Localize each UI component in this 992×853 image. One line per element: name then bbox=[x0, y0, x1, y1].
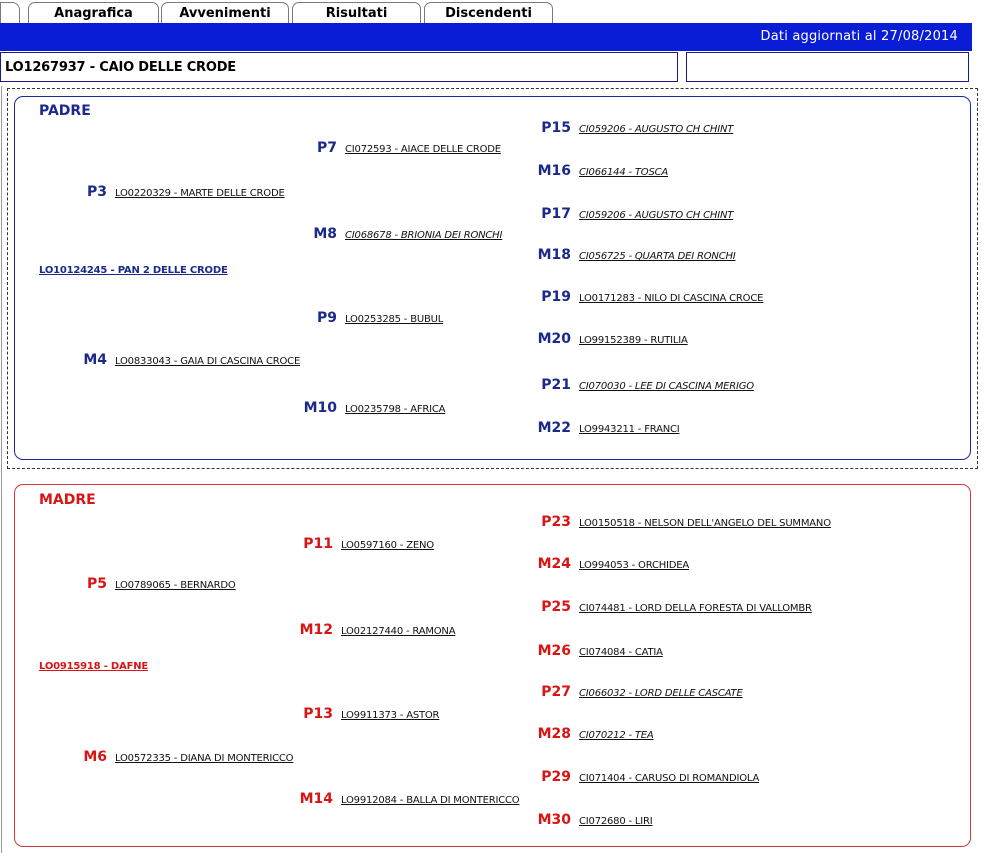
madre-title: MADRE bbox=[39, 492, 96, 508]
entry-code: M24 bbox=[537, 556, 571, 572]
entry-link[interactable]: LO99152389 - RUTILIA bbox=[579, 335, 688, 346]
entry-code: M14 bbox=[299, 791, 333, 807]
pedigree-entry bbox=[287, 533, 434, 552]
entry-code: P25 bbox=[541, 599, 571, 615]
pedigree-entry bbox=[61, 746, 293, 765]
entry-link[interactable]: CI072593 - AIACE DELLE CRODE bbox=[345, 144, 501, 155]
entry-link[interactable]: CI070212 - TEA bbox=[579, 730, 654, 741]
entry-link[interactable]: CI066032 - LORD DELLE CASCATE bbox=[579, 688, 743, 699]
padre-title: PADRE bbox=[39, 103, 91, 119]
madre-root-link[interactable]: LO0915918 - DAFNE bbox=[39, 661, 149, 672]
entry-link[interactable]: CI059206 - AUGUSTO CH CHINT bbox=[579, 124, 734, 135]
entry-link[interactable]: LO0150518 - NELSON DELL'ANGELO DEL SUMMANO bbox=[579, 518, 831, 529]
padre-panel bbox=[14, 96, 971, 460]
entry-link[interactable]: LO0572335 - DIANA DI MONTERICCO bbox=[115, 753, 294, 764]
entry-code: P7 bbox=[316, 140, 337, 156]
entry-link[interactable]: CI070030 - LEE DI CASCINA MERIGO bbox=[579, 381, 754, 392]
entry-link[interactable]: LO0253285 - BUBUL bbox=[345, 314, 444, 325]
entry-link[interactable]: LO9911373 - ASTOR bbox=[341, 710, 440, 721]
entry-link[interactable]: LO0597160 - ZENO bbox=[341, 540, 434, 551]
entry-code: M4 bbox=[83, 352, 107, 368]
entry-code: P19 bbox=[541, 289, 571, 305]
updated-date: Dati aggiornati al 27/08/2014 bbox=[760, 29, 958, 44]
pedigree-entry bbox=[61, 573, 236, 592]
pedigree-entry bbox=[291, 223, 502, 242]
pedigree-entry bbox=[525, 417, 680, 436]
tab-discendenti[interactable]: Discendenti bbox=[424, 2, 553, 24]
pedigree-entry bbox=[525, 723, 654, 742]
pedigree-entry bbox=[61, 349, 300, 368]
entry-code: P29 bbox=[541, 769, 571, 785]
entry-code: M26 bbox=[537, 643, 571, 659]
entry-code: P5 bbox=[86, 576, 107, 592]
entry-code: P15 bbox=[541, 120, 571, 136]
entry-link[interactable]: LO9912084 - BALLA DI MONTERICCO bbox=[341, 795, 520, 806]
entry-link[interactable]: CI056725 - QUARTA DEI RONCHI bbox=[579, 251, 736, 262]
pedigree-entry bbox=[61, 181, 285, 200]
tab-stub bbox=[0, 2, 20, 23]
pedigree-entry bbox=[525, 596, 812, 615]
tab-avvenimenti[interactable]: Avvenimenti bbox=[161, 2, 289, 24]
entry-code: M22 bbox=[537, 420, 571, 436]
entry-link[interactable]: CI074084 - CATIA bbox=[579, 647, 663, 658]
entry-code: P21 bbox=[541, 377, 571, 393]
entry-link[interactable]: LO9943211 - FRANCI bbox=[579, 424, 680, 435]
entry-code: M18 bbox=[537, 247, 571, 263]
pedigree-entry bbox=[291, 307, 443, 326]
pedigree-entry bbox=[525, 640, 663, 659]
entry-link[interactable]: LO994053 - ORCHIDEA bbox=[579, 560, 690, 571]
pedigree-entry bbox=[287, 619, 455, 638]
pedigree-entry bbox=[525, 766, 759, 785]
pedigree-entry bbox=[525, 553, 689, 572]
pedigree-entry bbox=[525, 160, 668, 179]
pedigree-entry bbox=[525, 286, 763, 305]
entry-link[interactable]: CI066144 - TOSCA bbox=[579, 167, 669, 178]
entry-link[interactable]: CI068678 - BRIONIA DEI RONCHI bbox=[345, 230, 503, 241]
padre-root-link[interactable]: LO10124245 - PAN 2 DELLE CRODE bbox=[39, 265, 228, 276]
entry-code: P23 bbox=[541, 514, 571, 530]
entry-code: M28 bbox=[537, 726, 571, 742]
entry-link[interactable]: LO0171283 - NILO DI CASCINA CROCE bbox=[579, 293, 764, 304]
entry-link[interactable]: CI059206 - AUGUSTO CH CHINT bbox=[579, 210, 734, 221]
pedigree-entry bbox=[287, 788, 519, 807]
entry-link[interactable]: LO0833043 - GAIA DI CASCINA CROCE bbox=[115, 356, 301, 367]
entry-link[interactable]: LO0789065 - BERNARDO bbox=[115, 580, 236, 591]
madre-panel bbox=[14, 484, 971, 847]
pedigree-entry bbox=[525, 511, 831, 530]
entry-code: P17 bbox=[541, 206, 571, 222]
entry-code: M8 bbox=[313, 226, 337, 242]
pedigree-entry bbox=[287, 703, 439, 722]
entry-link[interactable]: LO02127440 - RAMONA bbox=[341, 626, 456, 637]
entry-code: M30 bbox=[537, 812, 571, 828]
pedigree-entry bbox=[525, 374, 754, 393]
side-box bbox=[686, 52, 969, 82]
divider bbox=[1, 86, 2, 853]
pedigree-entry bbox=[525, 117, 733, 136]
tab-anagrafica[interactable]: Anagrafica bbox=[28, 2, 159, 24]
entry-code: P3 bbox=[86, 184, 107, 200]
tab-bar bbox=[0, 0, 992, 24]
pedigree-entry bbox=[291, 137, 501, 156]
entry-link[interactable]: CI074481 - LORD DELLA FORESTA DI VALLOMBR bbox=[579, 603, 812, 614]
entry-code: M12 bbox=[299, 622, 333, 638]
entry-code: M10 bbox=[303, 400, 337, 416]
entry-code: P27 bbox=[541, 684, 571, 700]
entry-code: M16 bbox=[537, 163, 571, 179]
pedigree-entry bbox=[525, 244, 736, 263]
tab-risultati[interactable]: Risultati bbox=[292, 2, 421, 24]
entry-link[interactable]: CI071404 - CARUSO DI ROMANDIOLA bbox=[579, 773, 760, 784]
pedigree-entry bbox=[291, 397, 445, 416]
entry-code: M6 bbox=[83, 749, 107, 765]
entry-code: M20 bbox=[537, 331, 571, 347]
dog-title-box bbox=[0, 52, 678, 82]
entry-link[interactable]: LO0220329 - MARTE DELLE CRODE bbox=[115, 188, 285, 199]
entry-link[interactable]: LO0235798 - AFRICA bbox=[345, 404, 446, 415]
pedigree-entry bbox=[525, 809, 653, 828]
dog-title: LO1267937 - CAIO DELLE CRODE bbox=[5, 60, 236, 75]
entry-code: P9 bbox=[316, 310, 337, 326]
entry-code: P13 bbox=[303, 706, 333, 722]
pedigree-entry bbox=[525, 203, 733, 222]
entry-link[interactable]: CI072680 - LIRI bbox=[579, 816, 653, 827]
header-bar bbox=[0, 23, 972, 51]
pedigree-entry bbox=[525, 681, 743, 700]
pedigree-entry bbox=[525, 328, 688, 347]
entry-code: P11 bbox=[303, 536, 333, 552]
